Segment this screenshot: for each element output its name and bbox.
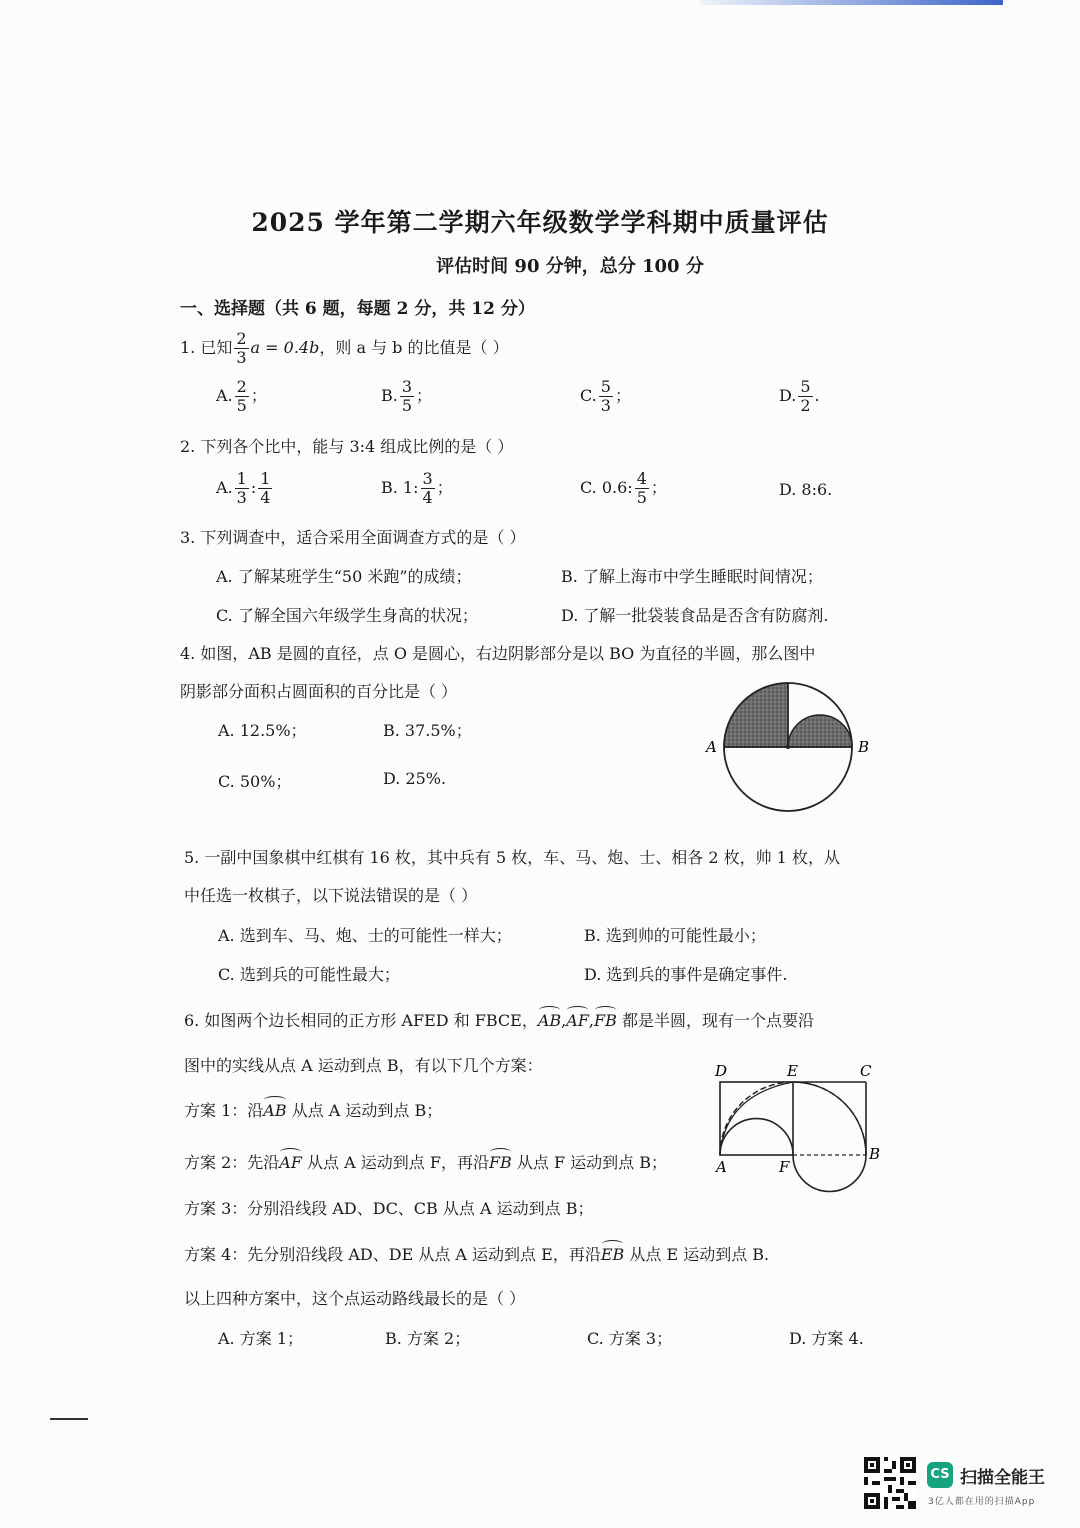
label-a: A [716, 1158, 727, 1176]
label-d: D [715, 1062, 728, 1080]
q1-prefix: 1. 已知 [180, 338, 233, 357]
q5-option-c: C. 选到兵的可能性最大； [218, 965, 400, 984]
q4-option-b: B. 37.5%； [383, 721, 472, 740]
label-b: B [858, 738, 870, 756]
q6-plan-1: 方案 1：沿AB 从点 A 运动到点 B； [184, 1098, 442, 1121]
q1-expression: a = 0.4b [250, 338, 320, 357]
q6-squares-figure [705, 1055, 890, 1195]
q1-option-a: A. $\frac{2}{5}$ ； [216, 377, 267, 415]
question-5-line2: 中任选一枚棋子，以下说法错误的是（ ） [184, 886, 478, 905]
arc-fb-path [793, 1155, 866, 1192]
q6-option-c: C. 方案 3； [587, 1329, 673, 1348]
q1-option-d: D. $\frac{5}{2}$ . [779, 377, 820, 415]
arc-af: AF [566, 1008, 589, 1030]
app-name: 扫描全能王 [960, 1468, 1045, 1488]
label-c: C [860, 1062, 872, 1080]
q2-option-b: B. 1: $\frac{3}{4}$ ； [381, 469, 453, 507]
q6-plan-3: 方案 3：分别沿线段 AD、DC、CB 从点 A 运动到点 B； [184, 1199, 594, 1218]
q4-circle-figure [700, 675, 880, 845]
q4-option-a: A. 12.5%； [218, 721, 307, 740]
q6-option-d: D. 方案 4. [789, 1329, 864, 1348]
shaded-semicircle [788, 715, 852, 747]
question-4-line2: 阴影部分面积占圆面积的百分比是（ ） [180, 682, 458, 701]
question-3-stem: 3. 下列调查中，适合采用全面调查方式的是（ ） [180, 528, 526, 547]
question-6-line2: 图中的实线从点 A 运动到点 B，有以下几个方案： [184, 1056, 543, 1075]
camscanner-logo-icon: CS [927, 1462, 953, 1488]
q3-option-a: A. 了解某班学生“50 米跑”的成绩； [216, 567, 472, 586]
question-2-stem: 2. 下列各个比中，能与 3:4 组成比例的是（ ） [180, 437, 514, 456]
label-b: B [869, 1145, 881, 1163]
q1-option-b: B. $\frac{3}{5}$ ； [381, 377, 433, 415]
q1-option-c: C. $\frac{5}{3}$ ； [580, 377, 631, 415]
q3-option-c: C. 了解全国六年级学生身高的状况； [216, 606, 478, 625]
question-1-stem [180, 330, 509, 367]
question-5-line1: 5. 一副中国象棋中红棋有 16 枚，其中兵有 5 枚，车、马、炮、士、相各 2 枚，帅 1 枚，从 [184, 848, 840, 867]
scan-top-edge [700, 0, 1003, 5]
scan-mark [50, 1418, 88, 1420]
q5-option-a: A. 选到车、马、炮、士的可能性一样大； [218, 926, 512, 945]
label-f: F [779, 1158, 790, 1176]
arc-eb: EB [601, 1242, 624, 1264]
arc-ab: AB [538, 1008, 561, 1030]
q6-plan-4: 方案 4：先分别沿线段 AD、DE 从点 A 运动到点 E，再沿EB 从点 E 运动到点 B. [184, 1242, 769, 1265]
label-a: A [706, 738, 717, 756]
page-subtitle: 评估时间 90 分钟，总分 100 分 [436, 256, 704, 277]
q3-option-b: B. 了解上海市中学生睡眠时间情况； [561, 567, 823, 586]
q6-option-b: B. 方案 2； [385, 1329, 471, 1348]
page-title: 2025 学年第二学期六年级数学学科期中质量评估 [251, 208, 829, 237]
q5-option-b: B. 选到帅的可能性最小； [584, 926, 766, 945]
app-tagline: 3亿人都在用的扫描App [928, 1497, 1036, 1507]
q4-option-d: D. 25%. [383, 769, 447, 788]
question-6-line1: 6. 如图两个边长相同的正方形 AFED 和 FBCE，AB,AF,FB 都是半圆，现有一个点要沿 [184, 1008, 814, 1031]
arc-eb-path [793, 1082, 866, 1155]
q1-fraction: $\frac{2}{3}$ [236, 329, 247, 367]
q1-suffix: ，则 a 与 b 的比值是（ ） [319, 338, 509, 357]
section-heading: 一、选择题（共 6 题，每题 2 分，共 12 分） [180, 299, 535, 319]
center-o [786, 745, 790, 749]
arc-fb: FB [594, 1008, 617, 1030]
qr-code-icon [864, 1457, 916, 1509]
q4-option-c: C. 50%； [218, 772, 292, 791]
q3-option-d: D. 了解一批袋装食品是否含有防腐剂. [561, 606, 829, 625]
q5-option-d: D. 选到兵的事件是确定事件. [584, 965, 788, 984]
q6-option-a: A. 方案 1； [218, 1329, 303, 1348]
q2-option-a: A. $\frac{1}{3}$ : $\frac{1}{4}$ [216, 469, 271, 507]
question-4-line1: 4. 如图，AB 是圆的直径，点 O 是圆心，右边阴影部分是以 BO 为直径的半圆，那么图中 [180, 644, 816, 663]
q2-option-c: C. 0.6: $\frac{4}{5}$ ； [580, 469, 667, 507]
q6-plan-2: 方案 2：先沿AF 从点 A 运动到点 F，再沿FB 从点 F 运动到点 B； [184, 1150, 667, 1173]
q2-option-d: D. 8:6. [779, 480, 833, 499]
label-e: E [787, 1062, 798, 1080]
arc-af-path [720, 1119, 793, 1155]
q6-question: 以上四种方案中，这个点运动路线最长的是（ ） [184, 1289, 526, 1308]
